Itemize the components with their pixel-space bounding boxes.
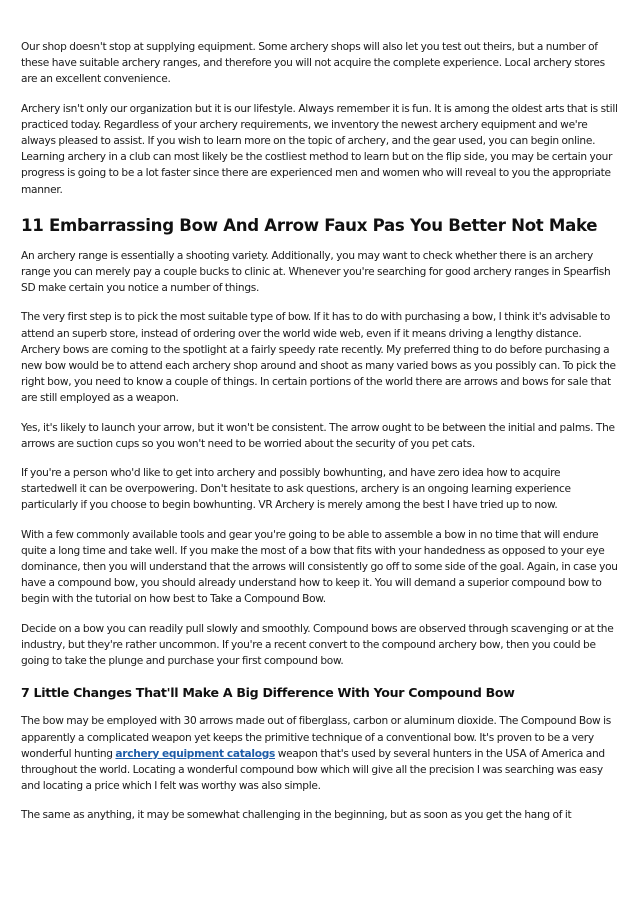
paragraph-compound-bow [21, 713, 618, 794]
paragraph-get-into-archery: If you're a person who'd like to get into archery and possibly bowhunting, and have zero idea how to acquire startedwell it can be overpowering. Don't hesitate to ask questions, archery is an ongoing learning experience particularly if you choose to begin bowhunting. VR Archery is merely among the best I have tried up to now. [21, 467, 571, 512]
archery-equipment-catalogs-link[interactable]: archery equipment catalogs [115, 747, 276, 760]
paragraph-archery-range: An archery range is essentially a shooting variety. Additionally, you may want to check whether there is an archery range you can merely pay a couple bucks to clinic at. Whenever you're searching for good archery ranges in Spearfish SD make certain you notice a number of things. [21, 249, 611, 295]
paragraph-text-after-link: weapon that's used by several hunters in the USA of America and throughout the world. Locating a wonderful compound bow which will give all the precision I was searching was easy and locating a price which I felt was worthy was also simple. [21, 747, 605, 793]
paragraph-launch-arrow: Yes, it's likely to launch your arrow, but it won't be consistent. The arrow ought to be between the initial and palms. The arrows are suction cups so you won't need to be worried about the security of you pet cats. [21, 421, 615, 450]
paragraph-text-before-link: The bow may be employed with 30 arrows made out of fiberglass, carbon or aluminum dioxide. The Compound Bow is apparently a complicated weapon yet keeps the primitive technique of a conventional bow. It's proven to be a very wonderful hunting [21, 715, 612, 760]
section-heading-faux-pas: 11 Embarrassing Bow And Arrow Faux Pas You Better Not Make [21, 215, 598, 235]
section-heading-little-changes: 7 Little Changes That'll Make A Big Difference With Your Compound Bow [21, 685, 515, 701]
paragraph-pick-bow: The very first step is to pick the most suitable type of bow. If it has to do with purchasing a bow, I think it's advisable to attend an superb store, instead of ordering over the world wide web, even if it means driving a lengthy distance. Archery bows are coming to the spotlight at a fairly speedy rate recently. My preferred thing to do before purchasing a new bow would be to attend each archery shop around and shoot as many varied bows as you possibly can. To pick the right bow, you need to know a couple of things. In certain portions of the world there are arrows and bows for sale that are still employed as a weapon. [21, 311, 616, 405]
paragraph-same-as-anything: The same as anything, it may be somewhat challenging in the beginning, but as soon as you get the hang of it [21, 809, 572, 822]
paragraph-shop-equipment: Our shop doesn't stop at supplying equipment. Some archery shops will also let you test out theirs, but a number of these have suitable archery ranges, and therefore you will not acquire the complete experience. Local archery stores are an excellent convenience. [21, 41, 605, 86]
paragraph-archery-lifestyle: Archery isn't only our organization but it is our lifestyle. Always remember it is fun. It is among the oldest arts that is still practiced today. Regardless of your archery requirements, we inventory the newest archery equipment and we're always pleased to assist. If you wish to learn more on the topic of archery, and the gear used, you can begin online. Learning archery in a club can most likely be the costliest method to learn but on the flip side, you may be certain your progress is going to be a lot faster since there are experienced men and women who will reveal to you the appropriate manner. [21, 102, 618, 196]
paragraph-decide-bow: Decide on a bow you can readily pull slowly and smoothly. Compound bows are observed through scavenging or at the industry, but they're rather uncommon. If you're a recent convert to the compound archery bow, then you could be going to take the plunge and purchase your first compound bow. [21, 622, 614, 668]
paragraph-assemble-bow: With a few commonly available tools and gear you're going to be able to assemble a bow in no time that will endure quite a long time and take well. If you make the most of a bow that fits with your handedness as opposed to your eye dominance, then you will understand that the arrows will consistently go off to some side of the goal. Again, in case you have a compound bow, you should already understand how to keep it. You will demand a superior compound bow to begin with the tutorial on how best to Take a Compound Bow. [21, 528, 618, 606]
